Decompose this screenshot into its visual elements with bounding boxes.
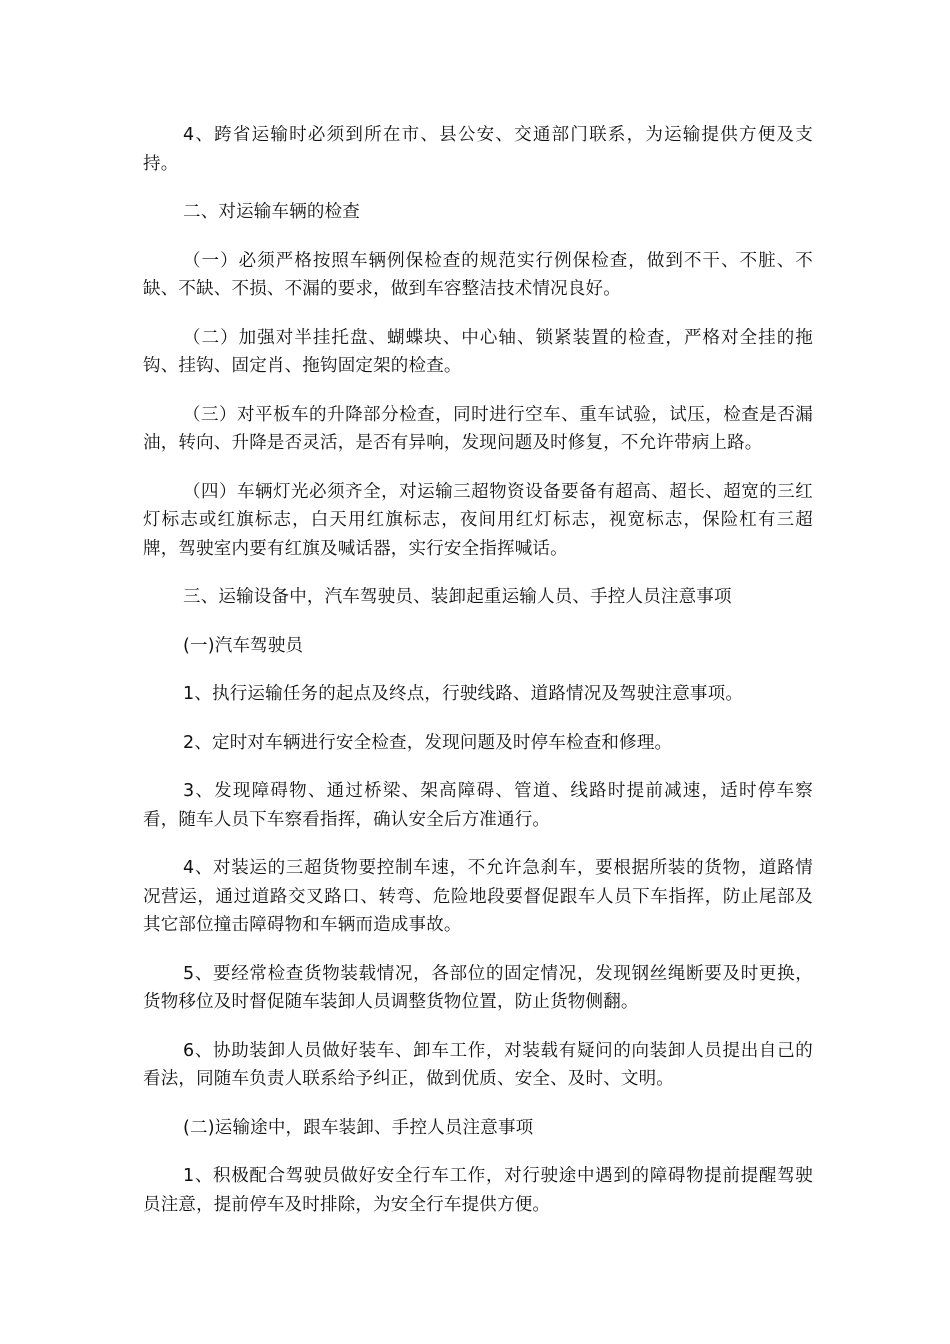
paragraph-vehicle-lights-signs: （四）车辆灯光必须齐全，对运输三超物资设备要备有超高、超长、超宽的三红灯标志或红旗标志，白天用红旗标志，夜间用红灯标志，视宽标志，保险杠有三超牌，驾驶室内要有红旗及喊话器，实行安全指挥喊话。 — [143, 481, 813, 559]
paragraph-cross-province-transport: 4、跨省运输时必须到所在市、县公安、交通部门联系，为运输提供方便及支持。 — [143, 125, 813, 174]
paragraph-driver-item-5: 5、要经常检查货物装载情况，各部位的固定情况，发现钢丝绳断要及时更换，货物移位及时督促随车装卸人员调整货物位置，防止货物侧翻。 — [143, 963, 813, 1012]
paragraph-driver-item-1: 1、执行运输任务的起点及终点，行驶线路、道路情况及驾驶注意事项。 — [183, 684, 744, 704]
document-body — [143, 121, 813, 1239]
paragraph-loading-crew-item-1: 1、积极配合驾驶员做好安全行车工作，对行驶途中遇到的障碍物提前提醒驾驶员注意，提前停车及时排除，为安全行车提供方便。 — [143, 1166, 813, 1215]
section-heading-personnel-precautions: 三、运输设备中，汽车驾驶员、装卸起重运输人员、手控人员注意事项 — [183, 587, 732, 607]
paragraph-driver-item-6: 6、协助装卸人员做好装车、卸车工作，对装载有疑问的向装卸人员提出自己的看法，同随车负责人联系给予纠正，做到优质、安全、及时、文明。 — [143, 1040, 813, 1089]
subsection-heading-driver: (一)汽车驾驶员 — [183, 635, 304, 656]
section-heading-vehicle-inspection: 二、对运输车辆的检查 — [183, 202, 360, 222]
paragraph-semitrailer-inspection: （二）加强对半挂托盘、蝴蝶块、中心轴、锁紧装置的检查，严格对全挂的拖钩、挂钩、固定肖、拖钩固定架的检查。 — [143, 327, 813, 376]
paragraph-driver-item-2: 2、定时对车辆进行安全检查，发现问题及时停车检查和修理。 — [183, 732, 673, 753]
subsection-heading-loading-crew: (二)运输途中，跟车装卸、手控人员注意事项 — [183, 1117, 534, 1138]
paragraph-driver-item-3: 3、发现障碍物、通过桥梁、架高障碍、管道、线路时提前减速，适时停车察看，随车人员下车察看指挥，确认安全后方准通行。 — [143, 781, 813, 830]
paragraph-driver-item-4: 4、对装运的三超货物要控制车速，不允许急刹车，要根据所装的货物，道路情况营运，通过道路交叉路口、转弯、危险地段要督促跟车人员下车指挥，防止尾部及其它部位撞击障碍物和车辆而造成事故。 — [143, 858, 813, 935]
paragraph-flatbed-lift-check: （三）对平板车的升降部分检查，同时进行空车、重车试验，试压，检查是否漏油，转向、升降是否灵活，是否有异响，发现问题及时修复，不允许带病上路。 — [143, 404, 813, 453]
paragraph-routine-maintenance-check: （一）必须严格按照车辆例保检查的规范实行例保检查，做到不干、不脏、不缺、不缺、不损、不漏的要求，做到车容整洁技术情况良好。 — [143, 250, 813, 299]
